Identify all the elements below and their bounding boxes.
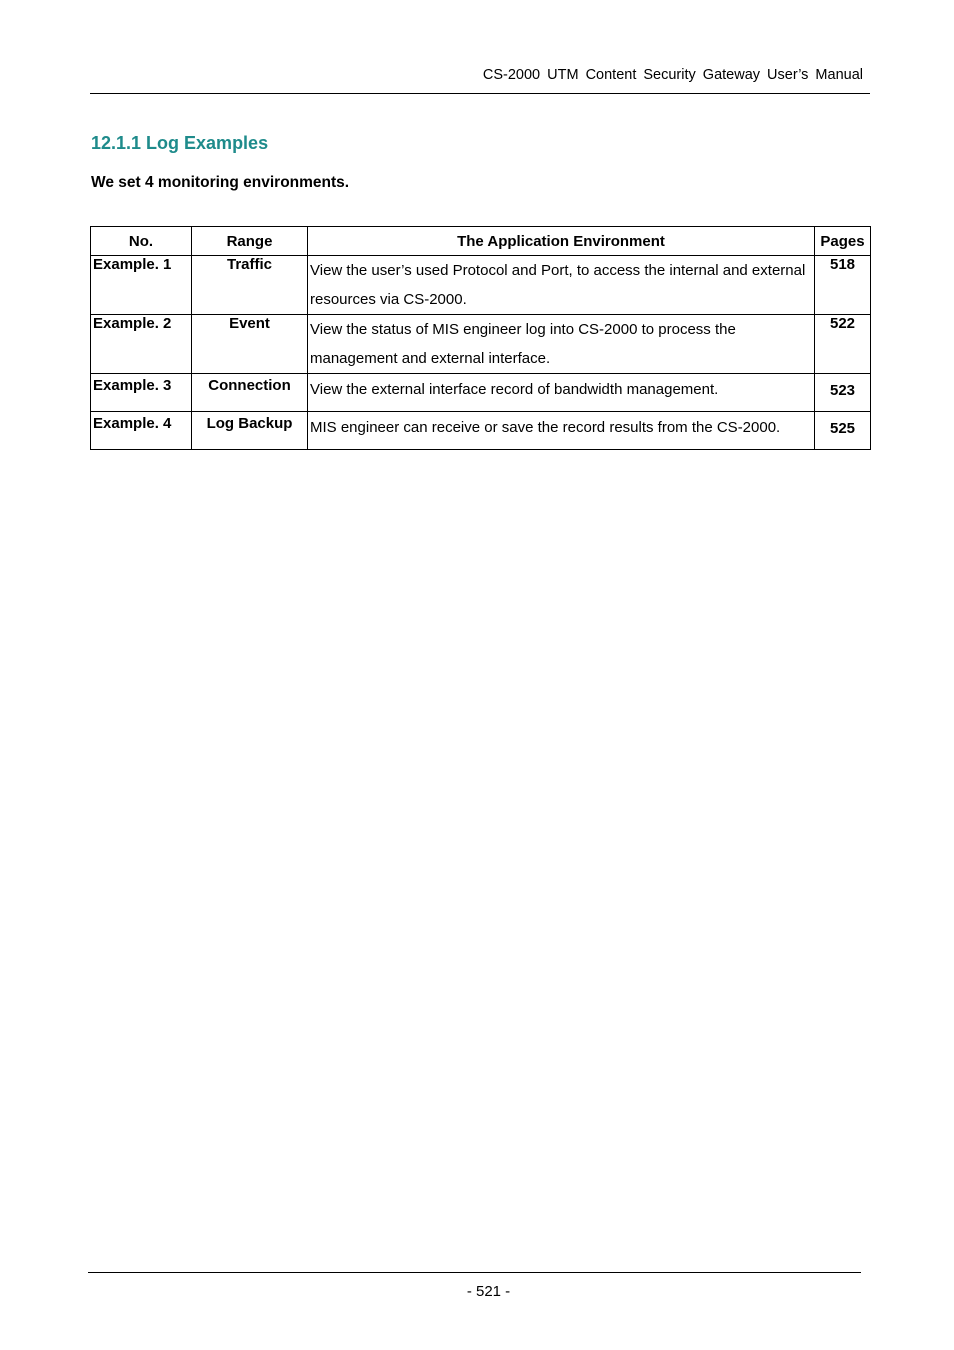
example-environment: View the user’s used Protocol and Port, to access the internal and external resources via CS-2000. [308,256,815,315]
example-environment: View the status of MIS engineer log into CS-2000 to process the management and external interface. [308,315,815,374]
example-page: 523 [815,374,871,412]
table-row [91,412,871,450]
example-page: 522 [815,315,871,374]
column-header-environment: The Application Environment [308,227,815,256]
column-header-pages: Pages [815,227,871,256]
table-header-row [91,227,871,256]
example-range: Event [192,315,308,374]
example-page: 525 [815,412,871,450]
example-range: Log Backup [192,412,308,450]
table-row [91,374,871,412]
table-row [91,256,871,315]
header-divider [90,93,870,94]
page-number: - 521 - [466,1283,511,1300]
table-row [91,315,871,374]
example-range: Connection [192,374,308,412]
example-page: 518 [815,256,871,315]
footer-divider [88,1272,861,1273]
example-environment: View the external interface record of bandwidth management. [308,374,815,412]
section-title: 12.1.1 Log Examples [91,133,269,153]
intro-text: We set 4 monitoring environments. [91,174,350,191]
example-range: Traffic [192,256,308,315]
log-examples-table [90,226,871,450]
example-number: Example. 1 [91,256,192,315]
example-environment: MIS engineer can receive or save the record results from the CS-2000. [308,412,815,450]
running-header: CS-2000 UTM Content Security Gateway User’s Manual [482,67,863,83]
example-number: Example. 3 [91,374,192,412]
example-number: Example. 4 [91,412,192,450]
column-header-range: Range [192,227,308,256]
example-number: Example. 2 [91,315,192,374]
column-header-no: No. [91,227,192,256]
